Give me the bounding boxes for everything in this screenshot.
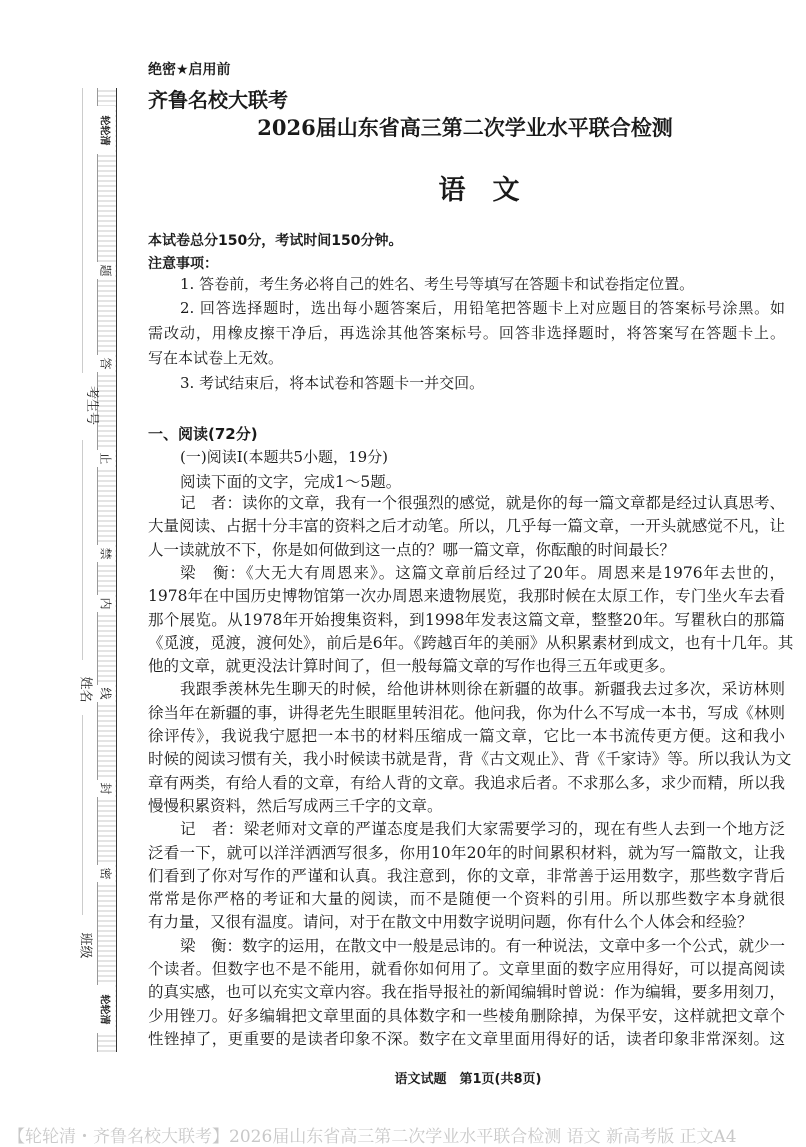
passage-line: 们看到了你对写作的严谨和认真。我注意到，你的文章，非常善于运用数字，那些数字背后 <box>148 866 785 885</box>
seal-char: 内 <box>97 595 115 612</box>
passage-line: 那个展览。从1978年开始搜集资料，到1998年发表这篇文章，整整20年。写瞿秋白的那篇 <box>148 610 785 629</box>
notice-line: 2. 回答选择题时，选出每小题答案后，用铅笔把答题卡上对应题目的答案标号涂黑。如 <box>180 299 785 317</box>
passage-line: 有力量，又很有温度。请问，对于在散文中用数字说明问题，你有什么个人体会和经验？ <box>148 913 753 932</box>
passage-line: 1978年在中国历史博物馆第一次办周恩来遗物展览，我那时候在太原工作，专门坐火车去看 <box>148 587 785 606</box>
passage-line: 泛看一下，就可以洋洋洒洒写很多，你用10年20年的时间累积材料，就为写一篇散文，让我 <box>148 843 785 862</box>
field-label-class: 班级 <box>77 932 93 959</box>
seal-char: 线 <box>97 685 115 702</box>
passage-line: 人一读就放不下，你是如何做到这一点的？哪一篇文章，你酝酿的时间最长？ <box>148 540 676 559</box>
seal-border-strip <box>97 88 117 1052</box>
brand-mark-bottom: 轮轮清 <box>97 985 115 1033</box>
section-heading: 一、阅读(72分) <box>148 425 258 443</box>
notice-line: 写在本试卷上无效。 <box>148 349 284 367</box>
notice-line: 需改动，用橡皮擦干净后，再选涂其他答案标号。回答非选择题时，将答案写在答题卡上。 <box>148 324 785 342</box>
notice-line: 1. 答卷前，考生务必将自己的姓名、考生号等填写在答题卡和试卷指定位置。 <box>180 275 695 293</box>
field-line <box>82 440 83 660</box>
passage-line: 梁 衡：《大无大有周恩来》。这篇文章前后经过了20年。周恩来是1976年去世的， <box>180 563 785 582</box>
seal-char: 答 <box>97 355 115 372</box>
passage-line: 少用锉刀。好多编辑把文章里面的具体数字和一些棱角删除掉，为保平安，这样就把文章个 <box>148 1006 785 1025</box>
passage-line: 记 者：梁老师对文章的严谨态度是我们大家需要学习的，现在有些人去到一个地方泛 <box>180 820 785 839</box>
exam-total: 本试卷总分150分，考试时间150分钟。 <box>148 233 403 249</box>
seal-char: 密 <box>97 865 115 882</box>
subject-title: 语 文 <box>438 175 520 206</box>
instruction: 阅读下面的文字，完成1～5题。 <box>180 473 402 491</box>
passage-line: 记 者：读你的文章，我有一个很强烈的感觉，就是你的每一篇文章都是经过认真思考、 <box>180 494 785 512</box>
secret-label: 绝密★启用前 <box>148 62 231 78</box>
passage-line: 《觅渡，觅渡，渡何处》，前后是6年。《跨越百年的美丽》从积累素材到成文，也有十几年。其 <box>148 633 794 652</box>
passage-line: 梁 衡：数字的运用，在散文中一般是忌讳的。有一种说法，文章中多一个公式，就少一 <box>180 936 785 955</box>
passage-line: 常常是你严格的考证和大量的阅读，而不是随便一个资料的引用。所以那些数字本身就很 <box>148 890 785 909</box>
passage-line: 慢慢积累资料，然后写成两三千字的文章。 <box>148 796 443 815</box>
field-label-name: 姓名 <box>77 676 93 703</box>
seal-char: 禁 <box>97 545 115 562</box>
notes-title: 注意事项： <box>148 256 218 272</box>
passage-line: 我跟季羡林先生聊天的时候，给他讲林则徐在新疆的故事。新疆我去过多次，采访林则 <box>180 680 785 699</box>
exam-org: 齐鲁名校大联考 <box>148 88 288 112</box>
passage-line: 徐当年在新疆的事，讲得老先生眼眶里转泪花。他问我，你为什么不写成一本书，写成《林则 <box>148 703 785 722</box>
watermark: 【轮轮清・齐鲁名校大联考】2026届山东省高三第二次学业水平联合检测 语文 新高考版 正文A4 <box>8 1127 737 1147</box>
passage-line: 章有两类，有给人看的文章，有给人背的文章。我追求后者。不求那么多，求少而精，所以我 <box>148 773 785 792</box>
passage-line: 时候的阅读习惯有关，我小时候读书就是背，背《古文观止》、背《千家诗》等。所以我认为文 <box>148 750 792 769</box>
exam-title: 2026届山东省高三第二次学业水平联合检测 <box>257 115 673 140</box>
field-line <box>82 715 83 915</box>
notice-line: 3. 考试结束后，将本试卷和答题卡一并交回。 <box>180 374 485 392</box>
seal-char: 封 <box>97 780 115 797</box>
passage-line: 个读者。但数字也不是不能用，就看你如何用了。文章里面的数字应用得好，可以提高阅读 <box>148 960 785 978</box>
passage-line: 性锉掉了，更重要的是读者印象不深。数字在文章里面用得好的话，读者印象非常深刻。这 <box>148 1029 785 1048</box>
field-label-student-id: 考生号 <box>84 385 100 426</box>
sub-heading: (一)阅读Ⅰ(本题共5小题，19分) <box>180 448 388 466</box>
passage-line: 大量阅读、占据十分丰富的资料之后才动笔。所以，几乎每一篇文章，一开头就感觉不凡，让 <box>148 517 785 536</box>
page-footer: 语文试题 第1页(共8页) <box>394 1072 542 1087</box>
seal-char: 止 <box>97 450 115 467</box>
passage-line: 他的文章，就更没法计算时间了，但一般每篇文章的写作也得三五年或更多。 <box>148 657 676 676</box>
passage-line: 的真实感，也可以充实文章内容。我在指导报社的新闻编辑时曾说：作为编辑，要多用刻刀， <box>148 983 785 1002</box>
passage-line: 徐评传》，我说我宁愿把一本书的材料压缩成一篇文章，它比一本书流传更方便。这和我小 <box>148 727 785 745</box>
seal-char: 题 <box>97 262 115 279</box>
brand-mark-top: 轮轮清 <box>97 106 115 154</box>
